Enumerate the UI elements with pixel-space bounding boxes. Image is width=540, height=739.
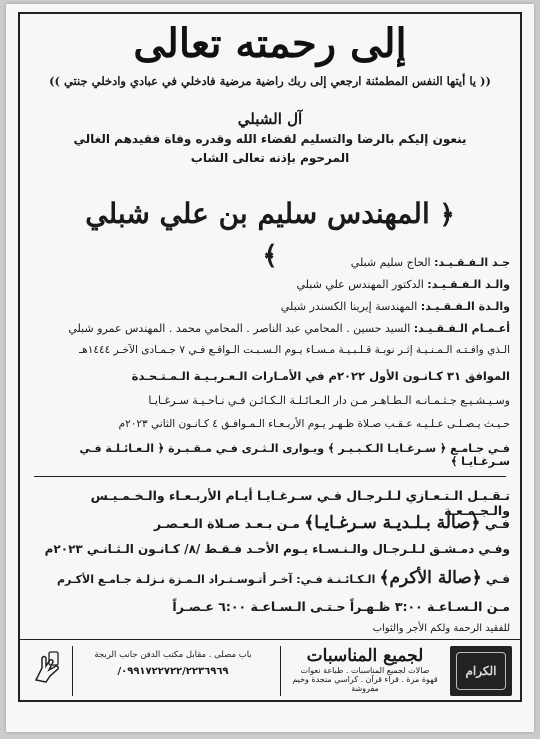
intro-line-1: ينعون إليكم بالرضا والتسليم لقضاء الله وقدره وفاة فقيدهم الغالي xyxy=(73,132,467,146)
page-title: إلى رحمته تعالى xyxy=(133,20,407,67)
company-name: لجميع المناسبات xyxy=(306,646,424,666)
condolence-in: فـي xyxy=(484,516,510,531)
footer-divider xyxy=(72,646,73,696)
death-line-2: الموافق ٣١ كـانـون الأول ٢٠٢٢م في الأمـارات الـعـربـيـة الـمـتـحـدة xyxy=(131,369,510,383)
relative-row xyxy=(30,322,510,335)
company-address-block xyxy=(78,650,268,677)
deceased-name: المهندس سليم بن علي شبلي xyxy=(85,197,430,230)
condolence-line-5: مـن الـسـاعـة ٣:٠٠ ظـهـراً حـتـى الـسـاعـة ٦:٠٠ عـصـراً xyxy=(172,599,510,614)
condolence-line-4 xyxy=(30,567,510,588)
condolence-hall-1: ﴿صالة بـلـديـة سـرغـايـا﴾ xyxy=(304,513,481,533)
quran-verse: (( يا أيتها النفس المطمئنة ارجعي إلى ربك راضية مرضية فادخلي في عبادي وادخلي جنتي )) xyxy=(49,74,491,88)
condolence-in: فـي xyxy=(485,572,510,586)
header xyxy=(20,16,520,90)
condolence-line-3: وفـي دمـشـق لـلـرجـال والـنـسـاء يـوم الأحـد فـقـط /٨/ كـانـون الـثـانـي ٢٠٢٣م xyxy=(44,542,510,556)
condolence-line-1: تـقـبـل الـتـعـازي لـلـرجـال فـي سـرغـايـا أيـام الأربـعـاء والـخـمـيـس والـجـمـعـة xyxy=(90,488,510,518)
funeral-line-1: وسـيـشـيـع جـثـمـانـه الـطـاهـر مـن دار الـعـائـلـة الـكـائـن فـي نـاحـيـة سـرغـايـا xyxy=(148,394,510,407)
company-line-1: صالات لجميع المناسبات . طباعة نعوات xyxy=(300,666,430,675)
relative-label: والـد الـفـقـيـد: xyxy=(427,278,510,291)
obituary-frame xyxy=(18,12,522,702)
footer-divider xyxy=(280,646,281,696)
company-phone: ٠٩٩١٧٢٢٧٢٢/٢٢٣٦٩٦٩/ xyxy=(117,666,229,677)
funeral-line-3: فـي جـامـع ﴿ سـرغـايـا الـكـبـيـر ﴾ ويـوارى الـثـرى فـي مـقـبـرة ﴿ الـعـائـلـة فـي سـرغـايـا ﴾ xyxy=(79,442,510,468)
company-info xyxy=(290,646,440,693)
condolence-time-1: مـن بـعـد صـلاة الـعـصـر xyxy=(153,516,300,531)
relative-label: جـد الـفـقـيـد: xyxy=(434,256,510,269)
condolence-location: الـكـائـنـة فـي: آخـر أتـوسـتـراد الـمـزة نـزلـة جـامـع الأكـرم xyxy=(56,573,376,586)
relative-row xyxy=(30,256,510,269)
relative-value: الحاج سليم شبلي xyxy=(350,256,431,269)
relative-label: أعـمـام الـفـقـيـد: xyxy=(413,322,510,335)
condolence-line-2 xyxy=(30,512,510,533)
obituary-sheet xyxy=(6,4,534,732)
relative-row xyxy=(30,278,510,291)
phone-hand-icon xyxy=(32,650,62,684)
bracket-close: ﴾ xyxy=(262,241,278,271)
condolence-hall-2: ﴿صالة الأكرم﴾ xyxy=(379,568,482,588)
relative-value: الدكتور المهندس علي شبلي xyxy=(296,278,424,291)
relative-row xyxy=(30,300,510,313)
divider xyxy=(34,476,506,477)
company-line-2: قهوة مرة . قراء قرآن . كراسي منجدة وخيم مفروشة xyxy=(292,675,438,693)
relative-value: المهندسة إيرينا الكسندر شبلي xyxy=(280,300,418,313)
footer xyxy=(18,639,522,702)
logo-text: الكرام xyxy=(456,652,506,690)
funeral-line-2: حـيـث يـصـلـى عـلـيـه عـقـب صـلاة ظـهـر يـوم الأربـعـاء الـمـوافـق ٤ كـانـون الثاني ٢٠٢٣م xyxy=(118,418,510,430)
bracket-open: ﴿ xyxy=(439,200,455,230)
relative-value: السيد حسين . المحامي عبد الناصر . المحامي محمد . المهندس عمرو شبلي xyxy=(68,322,411,335)
relative-label: والـدة الـفـقـيـد: xyxy=(420,300,510,313)
closing-line: للفقيد الرحمة ولكم الأجر والثواب xyxy=(372,623,510,634)
death-line-1: الـذي وافـتـه الـمـنـيـة إثـر نوبـة قـلـبـيـة مـسـاء يـوم الـسـبـت الـواقـع فـي ٧ جـمـادى الآخـر ١٤٤٤هـ xyxy=(79,344,510,356)
company-address: باب مصلى . مقابل مكتب الدفن جانب الربجة xyxy=(94,650,252,660)
intro-line-2: المرحوم بإذنه تعالى الشاب xyxy=(190,151,350,165)
company-logo xyxy=(450,646,512,696)
family-name: آل الشبلي xyxy=(237,110,303,128)
